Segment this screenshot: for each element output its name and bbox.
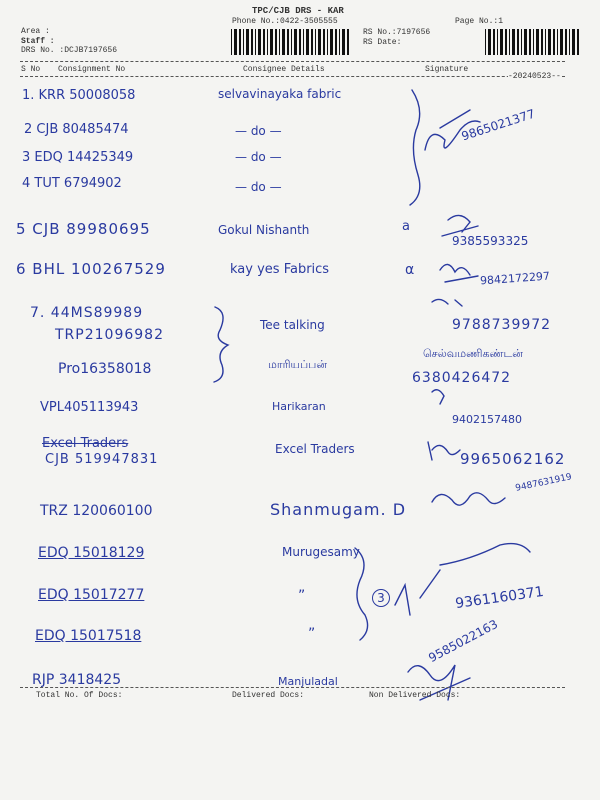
barcode-rs	[485, 29, 583, 55]
consignment-9: VPL405113943	[40, 400, 139, 415]
consignee-6: kay yes Fabrics	[230, 262, 330, 277]
consignee-3: — do —	[235, 150, 282, 164]
consignee-10: Excel Traders	[275, 442, 355, 456]
signature-7	[432, 493, 505, 505]
consignment-6: 6 BHL 100267529	[16, 260, 166, 278]
consignee-9: Harikaran	[272, 400, 326, 413]
area-label: Area :	[21, 27, 50, 36]
consignment-12: EDQ 15018129	[38, 545, 145, 561]
consignment-5: 5 CJB 89980695	[16, 220, 151, 238]
consignment-7b: TRP21096982	[55, 327, 164, 343]
consignment-8: Pro16358018	[58, 361, 152, 377]
signature-phone-10: 9585022163	[426, 616, 501, 666]
col-consignee: Consignee Details	[243, 65, 325, 74]
consignment-3: 3 EDQ 14425349	[22, 150, 134, 165]
consignee-11: Shanmugam. D	[270, 500, 407, 519]
date-stamp: -20240523--	[508, 72, 561, 81]
signature-5	[432, 390, 444, 404]
consignee-2: — do —	[235, 124, 282, 138]
rs-number: RS No.:7197656	[363, 28, 431, 37]
col-signature: Signature	[425, 65, 469, 74]
drs-number: DRS No. :DCJB7197656	[21, 46, 118, 55]
consignee-14: ”	[308, 626, 316, 642]
staff-label: Staff :	[21, 37, 55, 46]
header-divider	[20, 61, 565, 62]
consignee-8: மாரியப்பன்	[268, 358, 327, 371]
col-consignment: Consignment No	[58, 65, 126, 74]
consignee-1: selvavinayaka fabric	[218, 87, 342, 101]
consignment-15: RJP 3418425	[32, 672, 122, 688]
signature-2	[442, 215, 478, 236]
consignment-14: EDQ 15017518	[35, 628, 142, 644]
signature-phone-7: 9965062162	[460, 450, 566, 468]
signature-phone-8: 9487631919	[514, 472, 573, 494]
brace-7	[214, 307, 228, 382]
footer-divider	[20, 687, 565, 688]
signature-6	[428, 442, 460, 460]
col-sno: S No	[21, 65, 41, 74]
signature-phone-2: 9385593325	[452, 234, 529, 248]
non-delivered-docs: Non Delivered Docs:	[369, 691, 461, 700]
page-number: Page No.:1	[455, 17, 504, 26]
brace-1	[410, 90, 420, 205]
consignment-1: 1. KRR 50008058	[22, 88, 136, 103]
consignment-13: EDQ 15017277	[38, 587, 145, 603]
signature-4	[432, 299, 462, 306]
signature-phone-5: 6380426472	[412, 370, 512, 386]
circled-number: 3	[372, 589, 390, 607]
signature-3	[440, 264, 478, 282]
brace-12	[355, 548, 368, 640]
consignment-10: CJB 519947831	[45, 452, 159, 467]
consignee-13: ”	[298, 588, 306, 604]
signature-phone-1: 9865021377	[459, 106, 537, 144]
consignment-7: 7. 44MS89989	[30, 305, 144, 321]
consignment-10-name: Excel Traders	[42, 436, 129, 451]
signature-phone-3: 9842172297	[479, 269, 551, 288]
signature-phone-9: 9361160371	[454, 583, 545, 613]
consignment-4: 4 TUT 6794902	[22, 176, 122, 191]
drs-title: TPC/CJB DRS - KAR	[252, 6, 344, 16]
mark-a: a	[402, 219, 410, 234]
delivered-docs: Delivered Docs:	[232, 691, 305, 700]
phone-number: Phone No.:0422-3505555	[232, 17, 338, 26]
consignment-11: TRZ 120060100	[40, 503, 153, 519]
signature-phone-4: 9788739972	[452, 317, 552, 333]
signature-phone-6: 9402157480	[452, 413, 522, 426]
barcode-drs	[231, 29, 353, 55]
consignee-4: — do —	[235, 180, 282, 194]
mark-alpha: α	[405, 262, 415, 278]
total-docs: Total No. Of Docs:	[36, 691, 123, 700]
columns-divider	[20, 76, 565, 77]
consignee-12: Murugesamy	[282, 545, 360, 559]
rs-date: RS Date:	[363, 38, 402, 47]
consignee-5: Gokul Nishanth	[218, 223, 310, 237]
signature-name-tamil: செல்வமணிகண்டன்	[423, 347, 523, 360]
consignee-7: Tee talking	[260, 318, 325, 332]
consignee-15: Manjuladal	[278, 675, 338, 688]
consignment-2: 2 CJB 80485474	[24, 122, 129, 137]
